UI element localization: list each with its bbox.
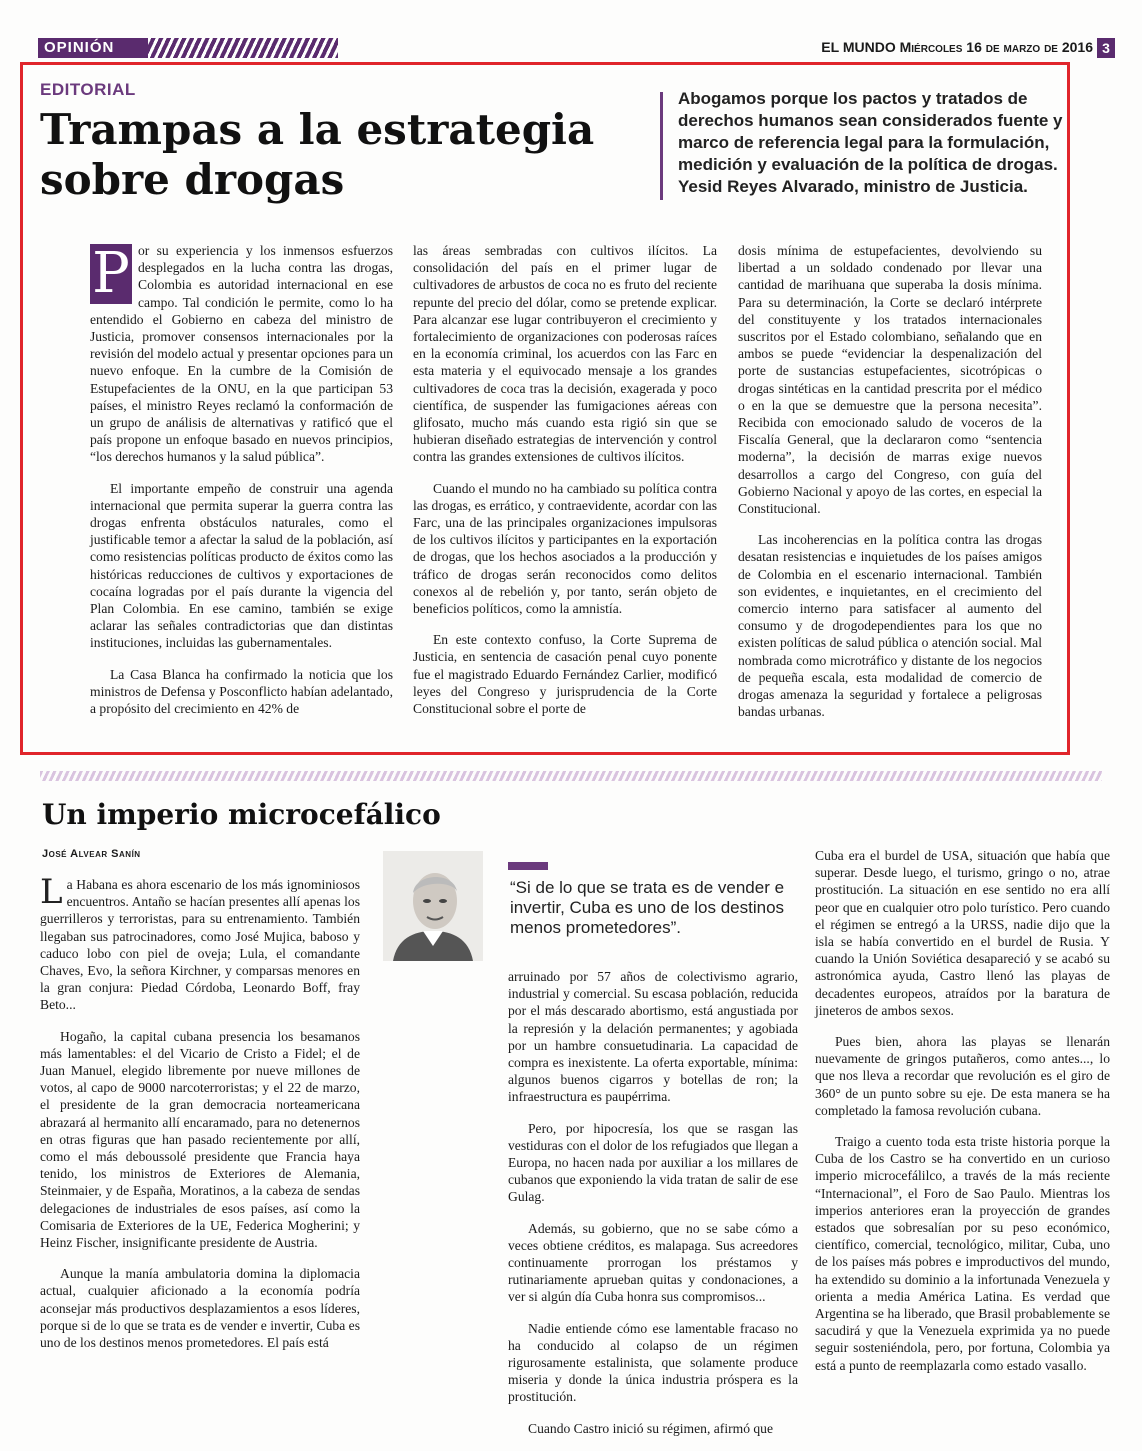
section-tag <box>38 38 338 58</box>
column-text-3 <box>815 847 1110 1388</box>
article-paragraph: Cuba era el burdel de USA, situación que había que superar. Desde luego, el turismo, gringo o no, atrae prostitución. La situación en ese sentido no era allí peor que en cualquier otro polo turístico. Pero cuando el régimen se entregó a la URSS, nadie dijo que la isla se había convertido en el burdel de Rusia. Y cuando la Unión Soviética desapareció y se acabó su astronómica ayuda, Castro llenó las playas de decadentes europeos, atraídos por la baratura de jineteros de ambos sexos. <box>815 848 1110 1018</box>
section-separator <box>40 771 1102 781</box>
paper-name: EL MUNDO <box>821 39 896 55</box>
article-paragraph: Pues bien, ahora las playas se llenarán nuevamente de gringos putañeros, como antes..., lo que nos lleva a recordar que revolución es el giro de 360° de un punto sobre su eje. De esta manera se ha completado la famosa revolución cubana. <box>815 1034 1110 1118</box>
page-number: 3 <box>1097 38 1115 58</box>
editorial-kicker: EDITORIAL <box>40 80 136 99</box>
article-paragraph: Además, su gobierno, que no se sabe cómo a veces obtiene créditos, es malapaga. Sus acreedores continuamente prorrogan los préstamos y rutinariamente aprueban quitas y condonaciones, a ver si algún día Cuba honra sus compromisos... <box>508 1220 798 1305</box>
page-header <box>30 38 1115 60</box>
article-paragraph: El importante empeño de construir una agenda internacional que permita superar la guerra contra las drogas enfrenta obstáculos naturales, como el justificable temor a afectar la salud de la población, así como resistencias políticas producto de éxitos como las históricas reducciones de cultivos y exportaciones de cocaína logradas por el país durante la vigencia del Plan Colombia. En ese camino, también se exige aclarar las señales contradictorias que dan distintas instituciones, incluidas las gubernamentales. <box>90 480 393 651</box>
article-paragraph: las áreas sembradas con cultivos ilícitos. La consolidación del país en el primer lugar de cultivadores de arbustos de coca no es fruto del reciente repunte del precio del dólar, como se pretende explicar. Para alcanzar ese lugar contribuyeron el crecimiento y fortalecimiento de organizaciones con poderosas raíces en la economía criminal, los acuerdos con las Farc en esta materia y el equivocado mensaje a los grandes cultivadores de coca tras la decisión, exagerada y poco científica, de suspender las fumigaciones aéreas con glifosato, mucho más cuando esta rigió sin que se hubieran diseñado estrategias de intervención y control contra las grandes extensiones de cultivos ilícitos. <box>413 243 717 465</box>
article-paragraph: Cuando Castro inició su régimen, afirmó que <box>528 1420 774 1436</box>
author-photo <box>383 851 483 961</box>
paragraph-text: or su experiencia y los inmensos esfuerzos desplegados en la lucha contra las drogas, Colombia es autoridad internacional en ese campo. Tal condición le permite, como lo ha entendido el Gobierno en cabeza del ministro de Justicia, promover consensos internacionales por la revisión del modelo actual y presentar opciones para un nuevo enfoque. En la cumbre de la Comisión de Estupefacientes de la ONU, en la que participan 53 países, el ministro Reyes reclamó la conformación de un grupo de análisis de alternativas y ratificó que el país propone un enfoque basado en nuevos principios, “los derechos humanos y la salud pública”. <box>90 243 393 465</box>
column-headline: Un imperio microcefálico <box>42 798 441 831</box>
article-paragraph: Pero, por hipocresía, los que se rasgan las vestiduras con el dolor de los refugiados que llegan a Europa, no hacen nada por auxiliar a los millares de cubanos que exponiendo la vida tratan de salir de ese Gulag. <box>508 1120 798 1205</box>
article-paragraph: Nadie entiende cómo ese lamentable fracaso no ha conducido al colapso de un régimen rigurosamente estalinista, que solamente produce miseria y donde la única industria próspera es la prostitución. <box>508 1320 798 1405</box>
editorial-column-3 <box>738 242 1042 734</box>
article-paragraph: Hogaño, la capital cubana presencia los besamanos más lamentables: el del Vicario de Cristo a Fidel; el de Juan Manuel, elegido libremente por nueve millones de votos, al capo de 9000 narcoterroristas; y el 22 de marzo, el presidente de la gran democracia norteamericana abrazará al hermanito allí encaramado, para no detenernos en otras figuras que han pasado recientemente por allí, como el más deboussolé presidente que Francia haya tenido, los ministros de Exteriores de Alemania, Steinmaier, y de España, Moratinos, a la cabeza de sendas delegaciones de industriales de esos países, así como la Comisaria de Exteriores de la UE, Federica Mogherini; y Heinz Fischer, insignificante presidente de Austria. <box>40 1028 360 1251</box>
editorial-headline: Trampas a la estrategia sobre drogas <box>40 105 595 204</box>
column-byline: José Alvear Sanín <box>42 848 141 860</box>
section-label: OPINIÓN <box>44 39 115 56</box>
article-paragraph: Traigo a cuento toda esta triste historia porque la Cuba de los Castro se ha convertido en un curioso imperio microcefálilco, a través de la más reciente “Internacional”, el Foro de Sao Paulo. Mientras los imperios anteriores eran la proyección de grandes estados que sobresalían por su peso económico, científico, comercial, tecnológico, militar, Cuba, uno de los países más pobres e improductivos del mundo, ha extendido su dominio a la infortunada Venezuela y orienta a media América Latina. Es verdad que Argentina se ha liberado, que Brasil probablemente se sacudirá y que la Venezuela exprimida ya no puede seguir sosteniéndola, pero, por fortuna, Colombia ya está a punto de reemplazarla como estado vasallo. <box>815 1134 1110 1373</box>
drop-cap: P <box>90 244 132 304</box>
article-paragraph: dosis mínima de estupefacientes, devolviendo su libertad a un soldado condenado por llevar una cantidad de marihuana que superaba la dosis mínima. Para su determinación, la Corte se declaró intérprete del constituyente y los tratados internacionales suscritos por el Estado colombiano, señalando que en ambos se puede “evidenciar la despenalización del porte de sustancias estupefacientes, sicotrópicas o drogas sintéticas en la cantidad prescrita por el médico o en la que se demuestre que la persona necesita”. Recibida con emocionado saludo de voceros de la Fiscalía General, que la declararon como “sentencia moderna”, la decisión de marras exige nuevos desarrollos a cargo del Congreso, con guía del Gobierno Nacional y apoyo de las cortes, en especial la Constitucional. <box>738 243 1042 517</box>
pull-quote-bar <box>508 862 548 870</box>
quote-rule <box>660 92 663 200</box>
editorial-column-2 <box>413 242 717 731</box>
article-paragraph: La Casa Blanca ha confirmado la noticia que los ministros de Defensa y Posconflicto habían adelantado, a propósito del crecimiento en 42% de <box>90 666 393 717</box>
article-paragraph <box>90 242 393 466</box>
issue-date: Miércoles 16 de marzo de 2016 <box>899 39 1093 55</box>
header-meta <box>821 39 1093 55</box>
drop-cap: L <box>40 872 63 912</box>
editorial-column-1 <box>90 242 393 731</box>
column-text-1 <box>40 872 360 1365</box>
section-hatch-decoration <box>148 38 338 58</box>
article-paragraph: arruinado por 57 años de colectivismo agrario, industrial y comercial. Su escasa población, reducida por el más descarado abortismo, está angustiada por la represión y la delación permanentes; y agobiada por un hambre consuetudinaria. La capacidad de compra es inexistente. La oferta exportable, mínima: algunos buenos cigarros y botellas de ron; la infraestructura es paupérrima. <box>508 969 798 1105</box>
paragraph-text: a Habana es ahora escenario de los más ignominiosos encuentros. Antaño se hacían presentes allí apenas los guerrilleros y terroristas, para su entrenamiento. También llegaban sus patrocinadores, como José Mujica, baboso y caduco lobo con piel de oveja; Lula, el comandante Chaves, Evo, la señora Kirchner, y comparsas menores en la gran conjura: Piedad Córdoba, Leonardo Boff, fray Beto... <box>40 877 360 1013</box>
article-paragraph <box>40 872 360 1014</box>
article-paragraph: Las incoherencias en la política contra las drogas desatan resistencias e inquietudes de los países amigos de Colombia en el escenario internacional. También son evidentes, e inquietantes, en el crecimiento del comercio interno para satisfacer al aumento del consumo y de drogodependientes para los que no existen políticas de salud pública o atención social. Mal nombrada como microtráfico y distante de los negocios de pequeña escala, esta modalidad de comercio de drogas amenaza la seguridad y fortalece a peligrosas bandas urbanas. <box>738 532 1042 720</box>
author-portrait-icon <box>383 851 483 961</box>
article-paragraph: Cuando el mundo no ha cambiado su política contra las drogas, es errático, y contraevidente, acordar con las Farc, una de las principales organizaciones impulsoras de los cultivos ilícitos y participantes en la exportación de drogas, que los hechos asociados a la producción y tráfico de drogas serán reconocidos como delitos conexos al de rebelión y, por tanto, serán objeto de beneficios políticos, como la amnistía. <box>413 480 717 617</box>
article-paragraph: En este contexto confuso, la Corte Suprema de Justicia, en sentencia de casación penal cuyo ponente fue el magistrado Eduardo Fernández Carlier, modificó leyes del Congreso y jurisprudencia de la Corte Constitucional sobre el porte de <box>413 632 717 717</box>
column-text-2 <box>508 968 798 1451</box>
article-paragraph: Aunque la manía ambulatoria domina la diplomacia actual, cualquier aficionado a la economía podría aconsejar más productivos desplazamientos a esos líderes, porque si de lo que se trata es de vender e invertir, Cuba es uno de los destinos menos prometedores. El país está <box>40 1266 360 1351</box>
editorial-pull-quote: Abogamos porque los pactos y tratados de derechos humanos sean considerados fuente y marco de referencia legal para la formulación, medición y evaluación de la política de drogas. Yesid Reyes Alvarado, ministro de Justicia. <box>678 89 1063 196</box>
column-pull-quote: “Si de lo que se trata es de vender e invertir, Cuba es uno de los destinos menos prometedores”. <box>510 878 785 937</box>
